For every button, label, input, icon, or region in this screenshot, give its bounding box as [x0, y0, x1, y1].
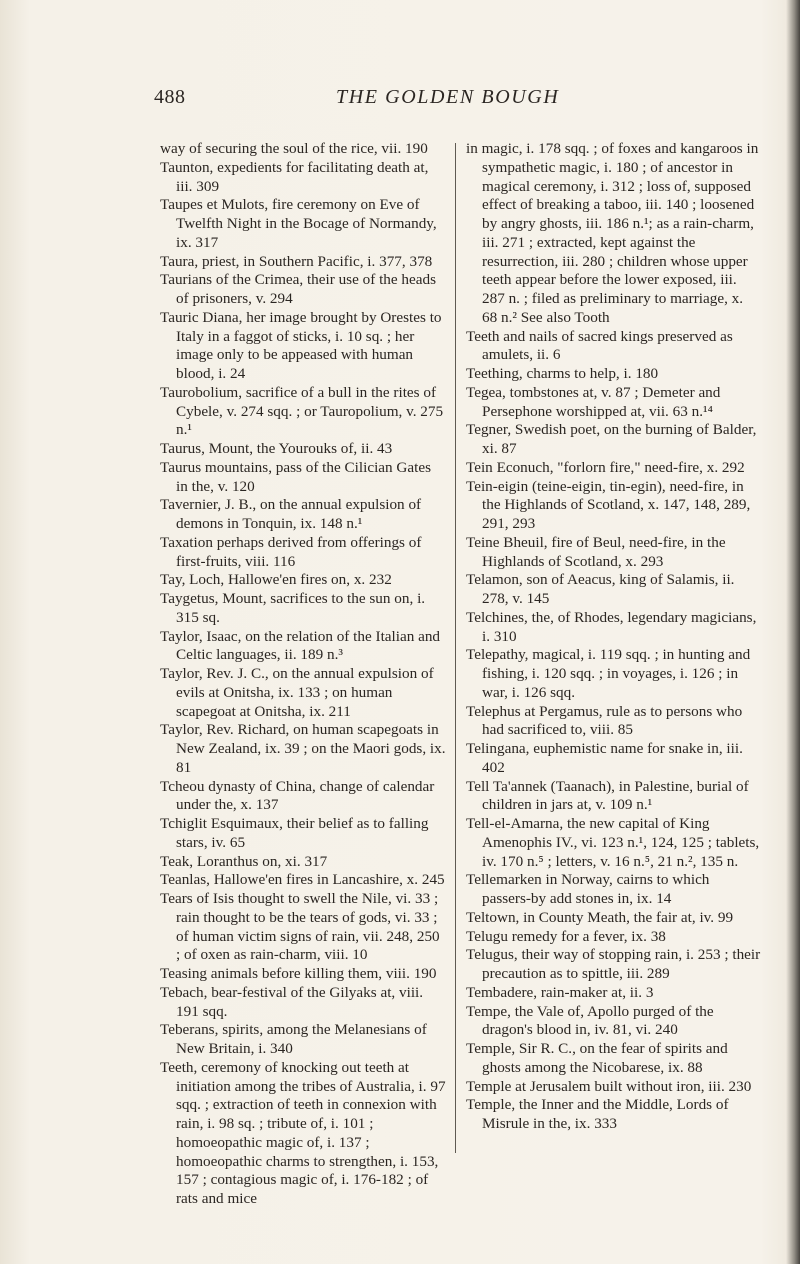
index-entry: Telephus at Pergamus, rule as to persons who had sacrificed to, viii. 85: [466, 702, 743, 739]
index-entry: Teeth, ceremony of knocking out teeth at initiation among the tribes of Australia, i. 97 sqq. ; extraction of teeth in connexion with rain, i. 98 sq. ; tribute of, i. 101 ; homoeopathic magic of, i. 137 ; homoeopathic charms to strengthen, i. 153, 157 ; contagious magic of, i. 176-182 ; of rats and mice: [160, 1058, 446, 1207]
index-entry: Taurians of the Crimea, their use of the heads of prisoners, v. 294: [160, 271, 437, 307]
page-header: [0, 86, 800, 116]
index-entry: Tavernier, J. B., on the annual expulsion of demons in Tonquin, ix. 148 n.¹: [160, 496, 422, 532]
index-entry: way of securing the soul of the rice, vii. 190: [160, 140, 428, 157]
index-entry: Teberans, spirits, among the Melanesians of New Britain, i. 340: [160, 1021, 427, 1057]
index-entry: Taylor, Isaac, on the relation of the Italian and Celtic languages, ii. 189 n.³: [160, 627, 441, 664]
index-entry: Tell Ta'annek (Taanach), in Palestine, burial of children in jars at, v. 109 n.¹: [466, 777, 749, 814]
index-entry: Taylor, Rev. Richard, on human scapegoats in New Zealand, ix. 39 ; on the Maori gods, ix. 81: [160, 721, 446, 776]
index-entry: Telepathy, magical, i. 119 sqq. ; in hunting and fishing, i. 120 sqq. ; in voyages, i. 126 ; in war, i. 126 sqq.: [466, 646, 751, 701]
index-column-right: [466, 140, 761, 1134]
index-entry: Teanlas, Hallowe'en fires in Lancashire, x. 245: [160, 871, 445, 889]
index-entry: Taurus mountains, pass of the Cilician Gates in the, v. 120: [160, 458, 431, 495]
index-entry: Tegner, Swedish poet, on the burning of Balder, xi. 87: [466, 421, 757, 457]
index-entry: Tegea, tombstones at, v. 87 ; Demeter and Persephone worshipped at, vii. 63 n.¹⁴: [466, 383, 721, 420]
index-entry: Tein Econuch, "forlorn fire," need-fire, x. 292: [466, 458, 745, 476]
index-entry: Teltown, in County Meath, the fair at, iv. 99: [466, 908, 734, 926]
page-number: 488: [154, 86, 186, 108]
index-entry: Telamon, son of Aeacus, king of Salamis, ii. 278, v. 145: [466, 571, 735, 607]
index-entry: Tellemarken in Norway, cairns to which passers-by add stones in, ix. 14: [466, 871, 710, 907]
index-entry: Taupes et Mulots, fire ceremony on Eve of Twelfth Night in the Bocage of Normandy, ix. 317: [160, 196, 437, 251]
index-entry: in magic, i. 178 sqq. ; of foxes and kangaroos in sympathetic magic, i. 180 ; of ancestor in magical ceremony, i. 312 ; loss of, supposed effect of breaking a taboo, iii. 140 ; loosened by angry ghosts, iii. 186 n.¹; as a rain-charm, iii. 271 ; extracted, kept against the resurrection, iii. 280 ; children whose upper teeth appear before the lower exposed, iii. 287 n. ; filed as preliminary to marriage, x. 68 n.² See also Tooth: [466, 140, 759, 326]
index-entry: Telchines, the, of Rhodes, legendary magicians, i. 310: [466, 608, 757, 645]
page-edge-shadow: [786, 0, 800, 1264]
index-entry: Taura, priest, in Southern Pacific, i. 377, 378: [160, 252, 433, 270]
index-entry: Tcheou dynasty of China, change of calendar under the, x. 137: [160, 777, 435, 814]
index-entry: Tebach, bear-festival of the Gilyaks at, viii. 191 sqq.: [160, 983, 424, 1020]
index-entry: Teeth and nails of sacred kings preserved as amulets, ii. 6: [466, 327, 733, 364]
index-entry: Temple, the Inner and the Middle, Lords of Misrule in the, ix. 333: [466, 1096, 729, 1132]
index-column-left: [160, 140, 446, 1209]
index-entry: Telugu remedy for a fever, ix. 38: [466, 927, 666, 945]
index-entry: Telugus, their way of stopping rain, i. 253 ; their precaution as to spittle, iii. 289: [466, 946, 761, 982]
index-entry: Teasing animals before killing them, viii. 190: [160, 965, 437, 982]
index-entry: Tempe, the Vale of, Apollo purged of the dragon's blood in, iv. 81, vi. 240: [466, 1002, 714, 1039]
column-divider: [455, 143, 456, 1153]
index-entry: Temple, Sir R. C., on the fear of spirits and ghosts among the Nicobarese, ix. 88: [466, 1040, 728, 1076]
index-entry: Telingana, euphemistic name for snake in, iii. 402: [466, 740, 743, 776]
index-entry: Taurobolium, sacrifice of a bull in the rites of Cybele, v. 274 sqq. ; or Tauropolium, v. 275 n.¹: [160, 383, 444, 439]
index-entry: Taygetus, Mount, sacrifices to the sun on, i. 315 sq.: [160, 590, 426, 626]
index-entry: Tears of Isis thought to swell the Nile, vi. 33 ; rain thought to be the tears of gods, vi. 33 ; of human victim signs of rain, vii. 248, 250 ; of oxen as rain-charm, viii. 10: [160, 890, 440, 964]
index-entry: Taylor, Rev. J. C., on the annual expulsion of evils at Onitsha, ix. 133 ; on human scapegoat at Onitsha, ix. 211: [160, 665, 434, 720]
index-entry: Teak, Loranthus on, xi. 317: [160, 852, 328, 870]
index-entry: Temple at Jerusalem built without iron, iii. 230: [466, 1077, 752, 1095]
index-entry: Tay, Loch, Hallowe'en fires on, x. 232: [160, 571, 392, 589]
index-entry: Tchiglit Esquimaux, their belief as to falling stars, iv. 65: [160, 815, 429, 851]
index-entry: Teine Bheuil, fire of Beul, need-fire, in the Highlands of Scotland, x. 293: [466, 533, 726, 570]
index-entry: Taunton, expedients for facilitating death at, iii. 309: [160, 158, 429, 195]
index-entry: Taurus, Mount, the Yourouks of, ii. 43: [160, 440, 393, 457]
running-title: THE GOLDEN BOUGH: [336, 86, 560, 108]
index-entry: Tauric Diana, her image brought by Orestes to Italy in a faggot of sticks, i. 10 sq. ; her image only to be appeased with human blood, i. 24: [160, 308, 442, 382]
index-entry: Tembadere, rain-maker at, ii. 3: [466, 983, 654, 1001]
index-entry: Tein-eigin (teine-eigin, tin-egin), need-fire, in the Highlands of Scotland, x. 147, 148, 289, 291, 293: [466, 477, 751, 532]
index-entry: Taxation perhaps derived from offerings of first-fruits, viii. 116: [160, 533, 422, 570]
index-entry: Tell-el-Amarna, the new capital of King Amenophis IV., vi. 123 n.¹, 124, 125 ; tablets, iv. 170 n.⁵ ; letters, v. 16 n.⁵, 21 n.², 135 n.: [466, 815, 760, 870]
index-entry: Teething, charms to help, i. 180: [466, 365, 659, 382]
